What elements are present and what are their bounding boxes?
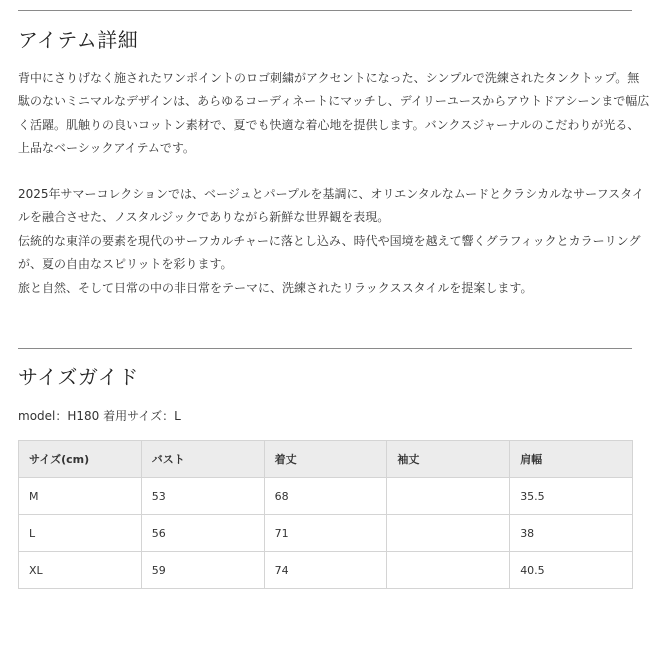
cell-size: XL — [19, 552, 142, 589]
cell-bust: 56 — [141, 515, 264, 552]
cell-length: 71 — [264, 515, 387, 552]
section-divider — [18, 348, 632, 349]
size-guide-heading: サイズガイド — [18, 365, 139, 389]
cell-bust: 53 — [141, 478, 264, 515]
column-header-bust: バスト — [141, 441, 264, 478]
item-description-paragraph — [18, 67, 650, 161]
item-detail-heading: アイテム詳細 — [18, 28, 139, 52]
description-line: く活躍。肌触りの良いコットン素材で、夏でも快適な着心地を提供します。バンクスジャーナルのこだわりが光る、 — [18, 117, 640, 132]
cell-shoulder: 35.5 — [510, 478, 633, 515]
collection-line: 伝統的な東洋の要素を現代のサーフカルチャーに落とし込み、時代や国境を越えて響くグラフィックとカラーリング — [18, 233, 641, 248]
table-row — [19, 552, 633, 589]
column-header-length: 着丈 — [264, 441, 387, 478]
cell-size: L — [19, 515, 142, 552]
cell-sleeve — [387, 552, 510, 589]
description-line: 背中にさりげなく施されたワンポイントのロゴ刺繍がアクセントになった、シンプルで洗練されたタンクトップ。無 — [18, 71, 640, 85]
collection-description-paragraph — [18, 183, 644, 300]
cell-bust: 59 — [141, 552, 264, 589]
column-header-sleeve: 袖丈 — [387, 441, 510, 478]
collection-line: 2025年サマーコレクションでは、ベージュとパープルを基調に、オリエンタルなムードとクラシカルなサーフスタイ — [18, 187, 644, 201]
cell-length: 74 — [264, 552, 387, 589]
model-info: model：H180 着用サイズ：L — [18, 409, 181, 423]
top-divider — [18, 10, 632, 11]
table-row — [19, 478, 633, 515]
collection-line: ルを融合させた、ノスタルジックでありながら新鮮な世界観を表現。 — [18, 210, 390, 225]
column-header-size: サイズ(cm) — [19, 441, 142, 478]
cell-length: 68 — [264, 478, 387, 515]
cell-sleeve — [387, 478, 510, 515]
cell-size: M — [19, 478, 142, 515]
description-line: 駄のないミニマルなデザインは、あらゆるコーディネートにマッチし、デイリーユースからアウトドアシーンまで幅広 — [18, 94, 650, 109]
table-row — [19, 515, 633, 552]
cell-shoulder: 40.5 — [510, 552, 633, 589]
description-line: 上品なベーシックアイテムです。 — [18, 141, 195, 156]
collection-line: が、夏の自由なスピリットを彩ります。 — [18, 257, 233, 272]
table-header-row — [19, 441, 633, 478]
column-header-shoulder: 肩幅 — [510, 441, 633, 478]
collection-line: 旅と自然、そして日常の中の非日常をテーマに、洗練されたリラックススタイルを提案します。 — [18, 280, 533, 295]
cell-shoulder: 38 — [510, 515, 633, 552]
size-table — [18, 440, 633, 589]
cell-sleeve — [387, 515, 510, 552]
